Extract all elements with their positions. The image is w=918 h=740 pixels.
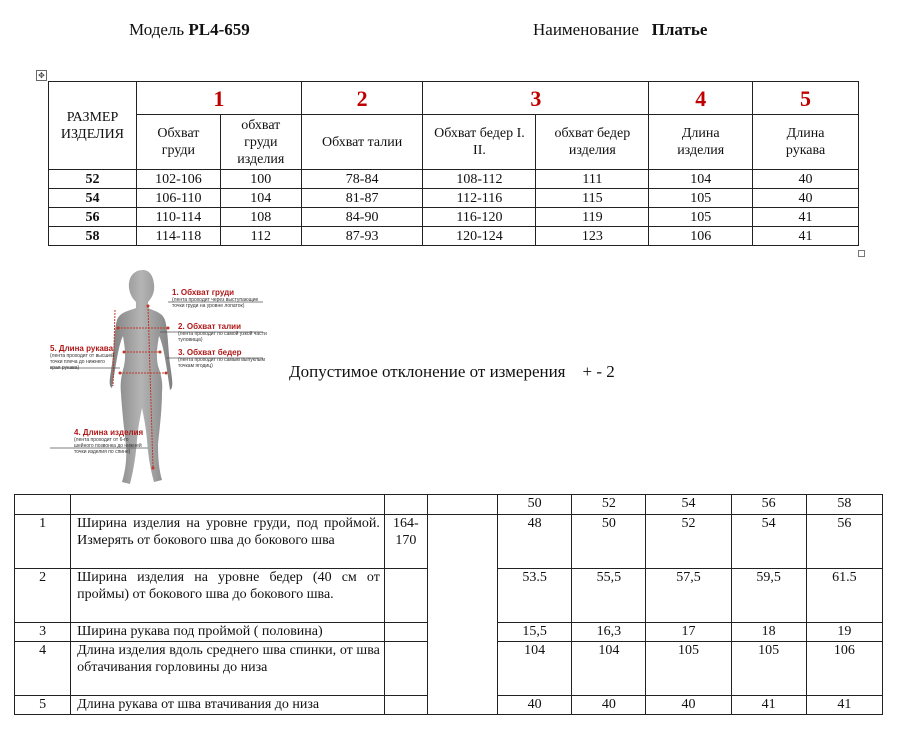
height-cell (384, 642, 427, 696)
figure-label-chest (172, 288, 272, 309)
size-col-header: 52 (572, 495, 646, 515)
value-cell: 18 (731, 623, 806, 642)
value-cell: 110-114 (136, 208, 220, 227)
size-cell: 56 (49, 208, 137, 227)
subheader-cell (220, 115, 301, 170)
group-number: 1 (136, 82, 301, 115)
tolerance-value: + - 2 (582, 362, 615, 381)
size-header: РАЗМЕР ИЗДЕЛИЯ (60, 109, 125, 142)
size-col-header: 58 (806, 495, 882, 515)
value-cell: 41 (753, 227, 859, 246)
row-number: 4 (15, 642, 71, 696)
figure-label-waist (178, 322, 273, 343)
figure-label-note: (лента проходит от 6-го шейного позвонка до нижней точки изделия по спине) (74, 437, 142, 455)
value-cell: 61.5 (806, 569, 882, 623)
value-cell: 105 (649, 208, 753, 227)
table-row (15, 515, 883, 569)
value-cell: 120-124 (423, 227, 536, 246)
value-cell: 105 (731, 642, 806, 696)
model-heading (129, 20, 250, 40)
subheader: обхват бедер изделия (554, 126, 631, 158)
value-cell: 54 (731, 515, 806, 569)
value-cell: 16,3 (572, 623, 646, 642)
table-row (49, 227, 859, 246)
table-row (49, 170, 859, 189)
figure-label-title: 5. Длина рукава (50, 344, 114, 353)
value-cell: 41 (731, 696, 806, 715)
value-cell: 57,5 (646, 569, 731, 623)
tolerance-text: Допустимое отклонение от измерения (289, 362, 566, 381)
row-number: 1 (15, 515, 71, 569)
value-cell: 104 (498, 642, 572, 696)
value-cell: 40 (498, 696, 572, 715)
value-cell: 104 (649, 170, 753, 189)
size-cell: 54 (49, 189, 137, 208)
table-row (49, 208, 859, 227)
row-description: Ширина изделия на уровне груди, под проймой. Измерять от бокового шва до бокового шва (71, 515, 385, 569)
value-cell: 87-93 (301, 227, 423, 246)
value-cell: 50 (572, 515, 646, 569)
height-cell (384, 623, 427, 642)
value-cell: 84-90 (301, 208, 423, 227)
row-number: 2 (15, 569, 71, 623)
value-cell: 104 (572, 642, 646, 696)
value-cell: 112-116 (423, 189, 536, 208)
value-cell: 116-120 (423, 208, 536, 227)
value-cell: 115 (536, 189, 649, 208)
figure-label-note: (лента проходит через выступающие точки груди на уровне лопаток) (172, 297, 259, 309)
value-cell: 123 (536, 227, 649, 246)
size-cell: 52 (49, 170, 137, 189)
figure-label-sleeve (50, 344, 116, 371)
model-code: PL4-659 (188, 20, 250, 39)
value-cell: 106 (806, 642, 882, 696)
measurement-figure (48, 268, 273, 490)
figure-label-note: (лента проходит от высшей точки плеча до нижнего края рукава) (50, 353, 114, 371)
value-cell: 111 (536, 170, 649, 189)
height-cell (384, 569, 427, 623)
value-cell: 108-112 (423, 170, 536, 189)
tolerance-note (289, 362, 615, 382)
value-cell: 106-110 (136, 189, 220, 208)
figure-label-hips (178, 348, 273, 369)
value-cell: 59,5 (731, 569, 806, 623)
subheader: Длина рукава (785, 126, 826, 158)
value-cell: 55,5 (572, 569, 646, 623)
size-cell: 58 (49, 227, 137, 246)
value-cell: 40 (646, 696, 731, 715)
value-cell: 40 (572, 696, 646, 715)
subheader: Обхват талии (322, 134, 403, 150)
row-number: 3 (15, 623, 71, 642)
size-col-header: 54 (646, 495, 731, 515)
size-header-cell (49, 82, 137, 170)
value-cell: 17 (646, 623, 731, 642)
value-cell: 108 (220, 208, 301, 227)
figure-label-title: 3. Обхват бедер (178, 348, 242, 357)
group-number: 4 (649, 82, 753, 115)
subheader-cell (649, 115, 753, 170)
subheader-cell (136, 115, 220, 170)
subheader: Обхват груди (157, 126, 200, 158)
size-col-header: 56 (731, 495, 806, 515)
subheader: Обхват бедер I. II. (434, 126, 525, 158)
value-cell: 104 (220, 189, 301, 208)
value-cell: 114-118 (136, 227, 220, 246)
group-number: 5 (753, 82, 859, 115)
figure-label-note: (лента проходит по самым выпуклым точкам ягодиц) (178, 357, 265, 369)
value-cell: 100 (220, 170, 301, 189)
height-cell: 164-170 (384, 515, 427, 569)
value-cell: 40 (753, 170, 859, 189)
subheader-cell (536, 115, 649, 170)
row-description: Ширина рукава под проймой ( половина) (71, 623, 385, 642)
row-description: Длина рукава от шва втачивания до низа (71, 696, 385, 715)
row-number: 5 (15, 696, 71, 715)
figure-label-note: (лента проходит по самой узкой части туловища) (178, 331, 267, 343)
value-cell: 78-84 (301, 170, 423, 189)
value-cell: 52 (646, 515, 731, 569)
value-cell: 105 (646, 642, 731, 696)
value-cell: 48 (498, 515, 572, 569)
table-move-handle-icon[interactable]: ✥ (36, 70, 47, 81)
subheader: Длина изделия (677, 126, 725, 158)
group-number: 3 (423, 82, 649, 115)
table-resize-handle-icon[interactable] (858, 250, 865, 257)
value-cell: 112 (220, 227, 301, 246)
value-cell: 119 (536, 208, 649, 227)
figure-label-title: 2. Обхват талии (178, 322, 241, 331)
figure-label-length (74, 428, 146, 455)
subheader: обхват груди изделия (237, 117, 285, 167)
figure-label-title: 4. Длина изделия (74, 428, 144, 437)
value-cell: 56 (806, 515, 882, 569)
subheader-cell (301, 115, 423, 170)
height-cell (384, 696, 427, 715)
size-table (48, 81, 859, 246)
value-cell: 105 (649, 189, 753, 208)
figure-label-title: 1. Обхват груди (172, 288, 235, 297)
model-label: Модель (129, 20, 185, 39)
name-label: Наименование (533, 20, 639, 39)
value-cell: 19 (806, 623, 882, 642)
value-cell: 40 (753, 189, 859, 208)
table-row (49, 189, 859, 208)
value-cell: 102-106 (136, 170, 220, 189)
row-description: Длина изделия вдоль среднего шва спинки, от шва обтачивания горловины до низа (71, 642, 385, 696)
row-description: Ширина изделия на уровне бедер (40 см от проймы) от бокового шва до бокового шва. (71, 569, 385, 623)
subheader-cell (423, 115, 536, 170)
measurement-table (14, 494, 883, 715)
value-cell: 106 (649, 227, 753, 246)
subheader-cell (753, 115, 859, 170)
value-cell: 81-87 (301, 189, 423, 208)
name-heading (533, 20, 707, 40)
size-col-header: 50 (498, 495, 572, 515)
value-cell: 53.5 (498, 569, 572, 623)
value-cell: 41 (753, 208, 859, 227)
name-value: Платье (651, 20, 708, 39)
value-cell: 41 (806, 696, 882, 715)
group-number: 2 (301, 82, 423, 115)
value-cell: 15,5 (498, 623, 572, 642)
